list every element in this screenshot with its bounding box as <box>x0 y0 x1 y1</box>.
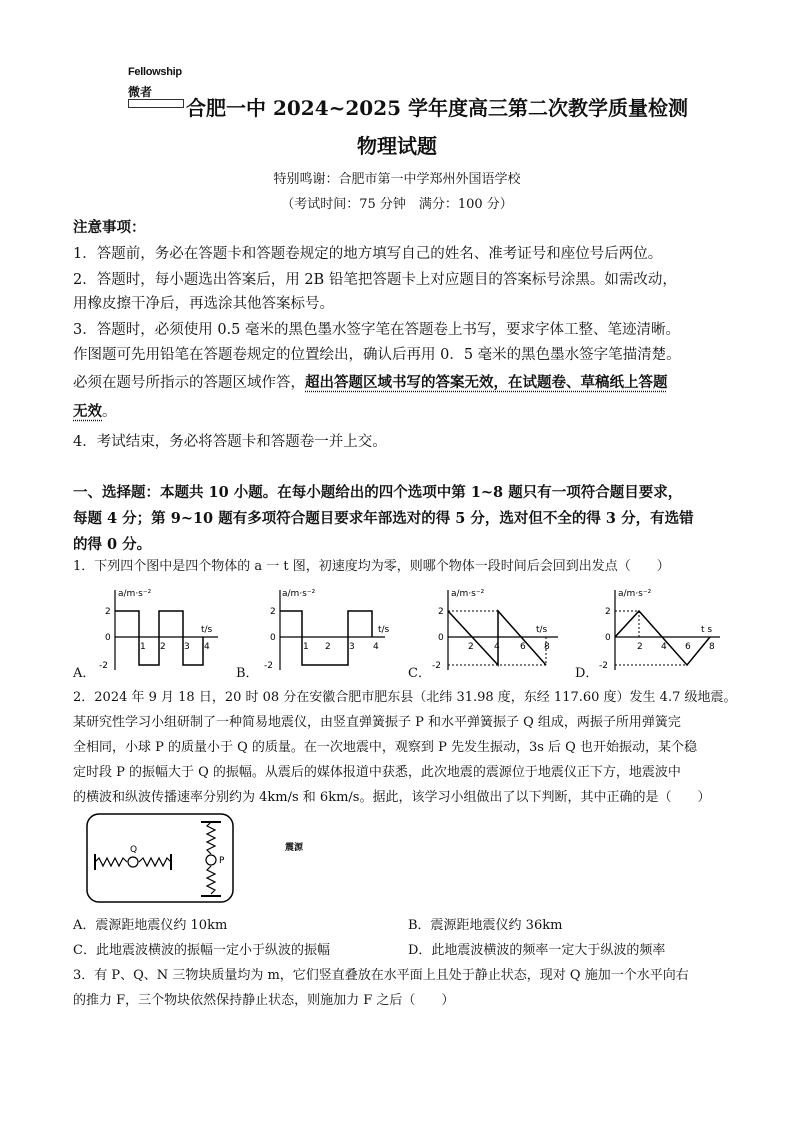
notice-item-3d-end: 。 <box>102 404 117 420</box>
notice-item-3b: 作图题可先用铅笔在答题卷规定的位置绘出，确认后再用 0．5 毫米的黑色墨水签字笔描清楚。 <box>73 347 681 363</box>
notice-item-2b: 用橡皮擦干净后，再选涂其他答案标号。 <box>73 296 334 312</box>
xtick-2: 2 <box>325 642 331 652</box>
lower-spring <box>207 866 215 894</box>
q1-label-a: A． <box>73 666 96 681</box>
q2-option-b: B．震源距地震仪约 36km <box>408 918 563 933</box>
notice-heading: 注意事项： <box>73 219 146 236</box>
xlabel: t/s <box>378 625 390 635</box>
ytick-0: 0 <box>605 633 611 643</box>
q2-line3: 全相同，小球 P 的质量小于 Q 的质量。在一次地震中，观察到 P 先发生振动，3s 后 Q 也开始振动，某个稳 <box>73 740 697 755</box>
notice-item-3c-plain: 必须在题号所指示的答题区域作答， <box>73 375 305 391</box>
xtick-8: 8 <box>544 642 550 652</box>
fellowship-logo <box>128 66 184 114</box>
q1-label-d: D． <box>575 666 599 681</box>
ytick-2: 2 <box>438 607 444 617</box>
xtick-2: 2 <box>468 642 474 652</box>
q1-label-c: C． <box>408 666 431 681</box>
xtick-4: 4 <box>494 642 500 652</box>
source-label: 震源 <box>285 843 304 853</box>
q1-graph-a <box>73 586 233 681</box>
ball-p <box>206 855 216 865</box>
xtick-8: 8 <box>709 642 715 652</box>
xtick-1: 1 <box>303 642 309 652</box>
ylabel: a/m·s⁻² <box>282 589 316 599</box>
q2-option-d: D．此地震波横波的频率一定大于纵波的频率 <box>408 943 666 958</box>
ylabel: a/m·s⁻² <box>118 589 152 599</box>
label-p: P <box>219 856 225 866</box>
seismometer-figure <box>85 812 235 904</box>
ytick-0: 0 <box>270 633 276 643</box>
q1-graph-a-svg <box>73 586 223 676</box>
q2-line1: 2．2024 年 9 月 18 日，20 时 08 分在安徽合肥市肥东县（北纬 31.98 度，东经 117.60 度）发生 4.7 级地震。 <box>73 690 737 705</box>
q1-graph-c <box>408 586 568 681</box>
ball-q <box>128 857 138 867</box>
ytick-0: 0 <box>438 633 444 643</box>
ytick-2: 2 <box>105 607 111 617</box>
q1-graph-d <box>575 586 735 681</box>
exam-info: （考试时间：75 分钟 满分：100 分） <box>281 197 513 212</box>
section1-line3: 的得 0 分。 <box>73 536 152 553</box>
ytick-2: 2 <box>270 607 276 617</box>
q2-option-a: A．震源距地震仪约 10km <box>73 918 228 933</box>
xtick-4: 4 <box>661 642 667 652</box>
xtick-2: 2 <box>637 642 643 652</box>
left-spring <box>95 858 127 866</box>
logo-word: Fellowship <box>128 66 182 78</box>
xtick-1: 1 <box>140 642 146 652</box>
xtick-6: 6 <box>520 642 526 652</box>
xlabel: t/s <box>201 625 213 635</box>
q1-label-b: B． <box>236 666 259 681</box>
xtick-3: 3 <box>349 642 355 652</box>
ytick-neg2: -2 <box>264 661 273 671</box>
page-subtitle: 物理试题 <box>357 134 437 158</box>
xtick-6: 6 <box>685 642 691 652</box>
thanks-line: 特别鸣谢：合肥市第一中学郑州外国语学校 <box>273 172 521 187</box>
q1-graph-b <box>230 586 390 681</box>
logo-cn: 微者 <box>128 85 153 99</box>
right-spring <box>139 858 171 866</box>
section1-line2: 每题 4 分；第 9~10 题有多项符合题目要求年部选对的得 5 分，选对但不全的得 3 分，有选错 <box>73 510 694 527</box>
xtick-2: 2 <box>160 642 166 652</box>
notice-item-1: 1．答题前，务必在答题卡和答题卷规定的地方填写自己的姓名、准考证号和座位号后两位。 <box>73 246 663 262</box>
ytick-neg2: -2 <box>99 661 108 671</box>
upper-spring <box>207 822 215 854</box>
q2-line2: 某研究性学习小组研制了一种简易地震仪，由竖直弹簧振子 P 和水平弹簧振子 Q 组成，两振子所用弹簧完 <box>73 715 681 730</box>
xtick-3: 3 <box>184 642 190 652</box>
q2-line4: 定时段 P 的振幅大于 Q 的振幅。从震后的媒体报道中获悉，此次地震的震源位于地震仪正下方，地震波中 <box>73 765 681 780</box>
a-curve <box>280 611 372 665</box>
ytick-0: 0 <box>105 633 111 643</box>
logo-bar <box>128 99 184 108</box>
ylabel: a/m·s⁻² <box>451 589 485 599</box>
page-title: 合肥一中 2024~2025 学年度高三第二次教学质量检测 <box>186 96 689 120</box>
ytick-neg2: -2 <box>599 661 608 671</box>
q3-line1: 3．有 P、Q、N 三物块质量均为 m，它们竖直叠放在水平面上且处于静止状态，现对 Q 施加一个水平向右 <box>73 968 689 983</box>
q2-line5: 的横波和纵波传播速率分别约为 4km/s 和 6km/s。据此，该学习小组做出了以下判断，其中正确的是（ ） <box>73 790 711 805</box>
a-curve <box>448 611 546 665</box>
q3-line2: 的推力 F，三个物块依然保持静止状态，则施加力 F 之后（ ） <box>73 993 455 1008</box>
notice-item-2a: 2．答题时，每小题选出答案后，用 2B 铅笔把答题卡上对应题目的答案标号涂黑。如需改动， <box>73 272 677 288</box>
notice-item-3a: 3．答题时，必须使用 0.5 毫米的黑色墨水签字笔在答题卷上书写，要求字体工整、笔迹清晰。 <box>73 322 680 338</box>
xlabel: t/s <box>536 625 548 635</box>
notice-item-3d <box>73 402 723 422</box>
q2-option-c: C．此地震波横波的振幅一定小于纵波的振幅 <box>73 943 330 958</box>
label-q: Q <box>130 845 138 855</box>
section1-line1: 一、选择题：本题共 10 小题。在每小题给出的四个选项中第 1~8 题只有一项符合题目要求， <box>73 484 683 501</box>
q1-graph-c-svg <box>408 586 568 676</box>
seismometer-svg <box>85 812 235 904</box>
ylabel: a/m·s⁻² <box>618 589 652 599</box>
xtick-4: 4 <box>373 642 379 652</box>
notice-item-3c-bold: 超出答题区域书写的答案无效，在试题卷、草稿纸上答题 <box>305 374 668 391</box>
xtick-4: 4 <box>204 642 210 652</box>
notice-item-3c <box>73 373 723 393</box>
ytick-2: 2 <box>605 607 611 617</box>
a-curve <box>115 611 203 665</box>
a-curve <box>615 611 713 665</box>
xlabel: t s <box>701 625 713 635</box>
notice-item-3d-bold: 无效 <box>73 403 102 420</box>
q1-stem: 1．下列四个图中是四个物体的 a 一 t 图，初速度均为零，则哪个物体一段时间后会回到出发点（ ） <box>73 559 670 574</box>
notice-item-4: 4．考试结束，务必将答题卡和答题卷一并上交。 <box>73 434 387 450</box>
ytick-neg2: -2 <box>432 661 441 671</box>
